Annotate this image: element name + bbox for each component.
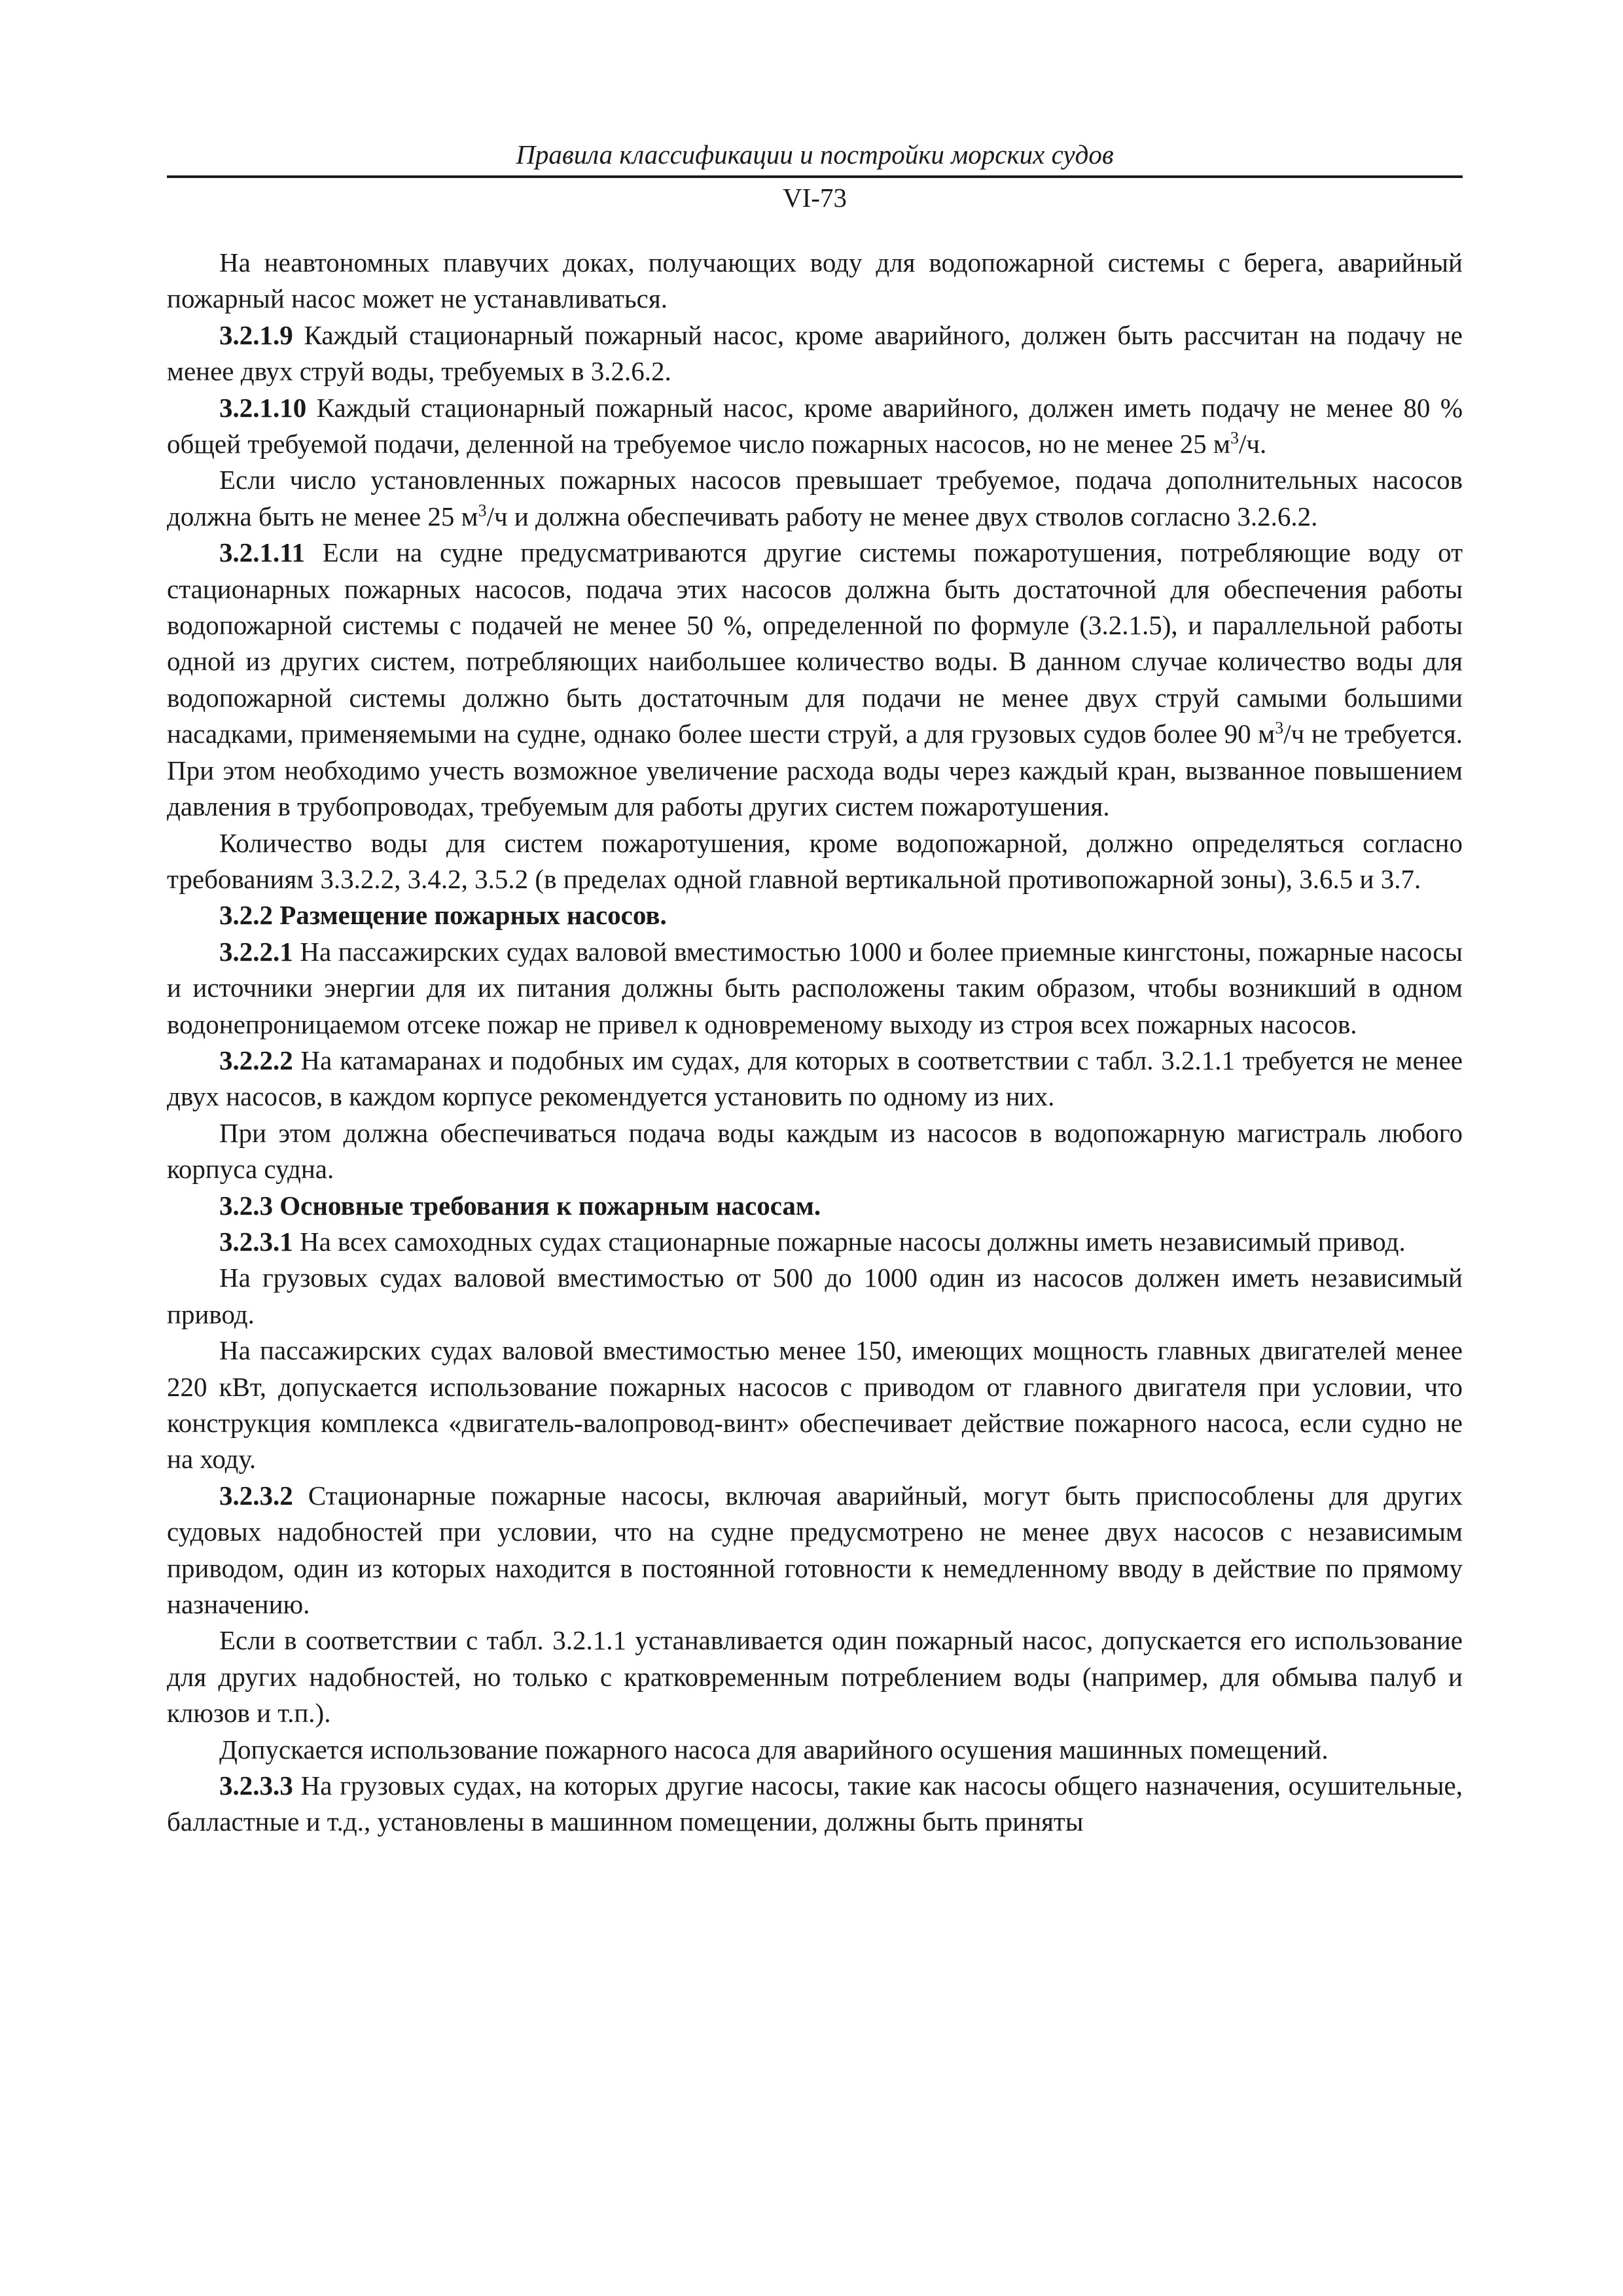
paragraph-text: Если на судне предусматриваются другие системы пожаротушения, потребляющие воду от стационарных пожарных насосов, подача этих насосов должна быть достаточной для обеспечения работы водопожарной системы с подачей не менее 50 %, определенной по формуле (3.2.1.5), и параллельной работы одной из других систем, потребляющих наибольшее количество воды. В данном случае количество воды для водопожарной системы должно быть достаточным для подачи не менее двух струй самыми большими насадками, применяемыми на судне, однако более шести струй, а для грузовых судов более 90 м (167, 537, 1463, 749)
paragraph (167, 1732, 1463, 1768)
paragraph-text: На пассажирских судах валовой вместимостью 1000 и более приемные кингстоны, пожарные насосы и источники энергии для их питания должны быть расположены таким образом, чтобы возникший в одном водонепроницаемом отсеке пожар не привел к одновременому выходу из строя всех пожарных насосов. (167, 936, 1463, 1039)
clause-number: 3.2.2.1 (219, 936, 293, 967)
section-heading: 3.2.3 Основные требования к пожарным насосам. (219, 1190, 821, 1221)
paragraph-text: На всех самоходных судах стационарные пожарные насосы должны иметь независимый привод. (293, 1226, 1406, 1257)
superscript: 3 (1230, 428, 1239, 448)
paragraph-text: Каждый стационарный пожарный насос, кроме аварийного, должен иметь подачу не менее 80 % общей требуемой подачи, деленной на требуемое число пожарных насосов, но не менее 25 м (167, 392, 1463, 459)
paragraph-3-2-1-11 (167, 535, 1463, 825)
paragraph-text: На пассажирских судах валовой вместимостью менее 150, имеющих мощность главных двигателей менее 220 кВт, допускается использование пожарных насосов с приводом от главного двигателя при условии, что конструкция комплекса «двигатель-валопровод-винт» обеспечивает действие пожарного насоса, если судно не на ходу. (167, 1335, 1463, 1475)
paragraph (167, 462, 1463, 535)
clause-number: 3.2.1.10 (219, 392, 307, 423)
paragraph-3-2-2-2 (167, 1043, 1463, 1115)
paragraph-text: Если число установленных пожарных насосов превышает требуемое, подача дополнительных насосов должна быть не менее 25 м (167, 465, 1463, 531)
paragraph (167, 1115, 1463, 1188)
paragraph-text: /ч не требуется. При этом необходимо учесть возможное увеличение расхода воды через каждый кран, вызванное повышением давления в трубопроводах, требуемым для работы других систем пожаротушения. (167, 719, 1463, 822)
clause-number: 3.2.1.11 (219, 537, 305, 568)
paragraph-text: Количество воды для систем пожаротушения, кроме водопожарной, должно определяться согласно требованиям 3.3.2.2, 3.4.2, 3.5.2 (в пределах одной главной вертикальной противопожарной зоны), 3.6.5 и 3.7. (167, 827, 1463, 894)
superscript: 3 (478, 501, 487, 520)
paragraph-text: /ч. (1239, 429, 1267, 459)
paragraph-text: /ч и должна обеспечивать работу не менее двух стволов согласно 3.2.6.2. (486, 501, 1318, 531)
paragraph-3-2-3-1 (167, 1224, 1463, 1260)
document-page (167, 137, 1463, 1840)
clause-number: 3.2.3.3 (219, 1770, 293, 1801)
superscript: 3 (1275, 718, 1284, 738)
section-heading: 3.2.2 Размещение пожарных насосов. (219, 900, 667, 931)
paragraph (167, 825, 1463, 898)
paragraph-3-2-2-1 (167, 934, 1463, 1043)
paragraph (167, 245, 1463, 317)
page-number: VI-73 (783, 183, 847, 213)
paragraph (167, 1623, 1463, 1731)
section-heading-3-2-3 (167, 1188, 1463, 1224)
clause-number: 3.2.3.1 (219, 1226, 293, 1257)
paragraph-text: При этом должна обеспечиваться подача воды каждым из насосов в водопожарную магистраль любого корпуса судна. (167, 1117, 1463, 1185)
paragraph-text: На грузовых судах валовой вместимостью от 500 до 1000 один из насосов должен иметь независимый привод. (167, 1263, 1463, 1329)
paragraph-text: На катамаранах и подобных им судах, для которых в соответствии с табл. 3.2.1.1 требуется не менее двух насосов, в каждом корпусе рекомендуется установить по одному из них. (167, 1045, 1463, 1112)
paragraph-3-2-3-3 (167, 1768, 1463, 1840)
paragraph (167, 1260, 1463, 1333)
paragraph-text: На неавтономных плавучих доках, получающих воду для водопожарной системы с берега, аварийный пожарный насос может не устанавливаться. (167, 247, 1463, 314)
document-body (167, 245, 1463, 1840)
paragraph (167, 1333, 1463, 1478)
paragraph-text: Стационарные пожарные насосы, включая аварийный, могут быть приспособлены для других судовых надобностей при условии, что на судне предусмотрено не менее двух насосов с независимым приводом, один из которых находится в постоянной готовности к немедленному вводу в действие по прямому назначению. (167, 1480, 1463, 1620)
paragraph-text: Каждый стационарный пожарный насос, кроме аварийного, должен быть рассчитан на подачу не менее двух струй воды, требуемых в 3.2.6.2. (167, 319, 1463, 387)
paragraph-3-2-3-2 (167, 1478, 1463, 1623)
clause-number: 3.2.3.2 (219, 1480, 293, 1511)
paragraph-text: На грузовых судах, на которых другие насосы, такие как насосы общего назначения, осушительные, балластные и т.д., установлены в машинном помещении, должны быть приняты (167, 1770, 1463, 1837)
clause-number: 3.2.2.2 (219, 1045, 293, 1075)
section-heading-3-2-2 (167, 897, 1463, 933)
clause-number: 3.2.1.9 (219, 319, 293, 350)
paragraph-text: Если в соответствии с табл. 3.2.1.1 устанавливается один пожарный насос, допускается его использование для других надобностей, но только с кратковременным потреблением воды (например, для обмыва палуб и клюзов и т.п.). (167, 1625, 1463, 1729)
running-header-title: Правила классификации и постройки морских судов (167, 137, 1463, 178)
paragraph-3-2-1-9 (167, 317, 1463, 390)
paragraph-text: Допускается использование пожарного насоса для аварийного осушения машинных помещений. (219, 1734, 1329, 1765)
paragraph-3-2-1-10 (167, 390, 1463, 463)
